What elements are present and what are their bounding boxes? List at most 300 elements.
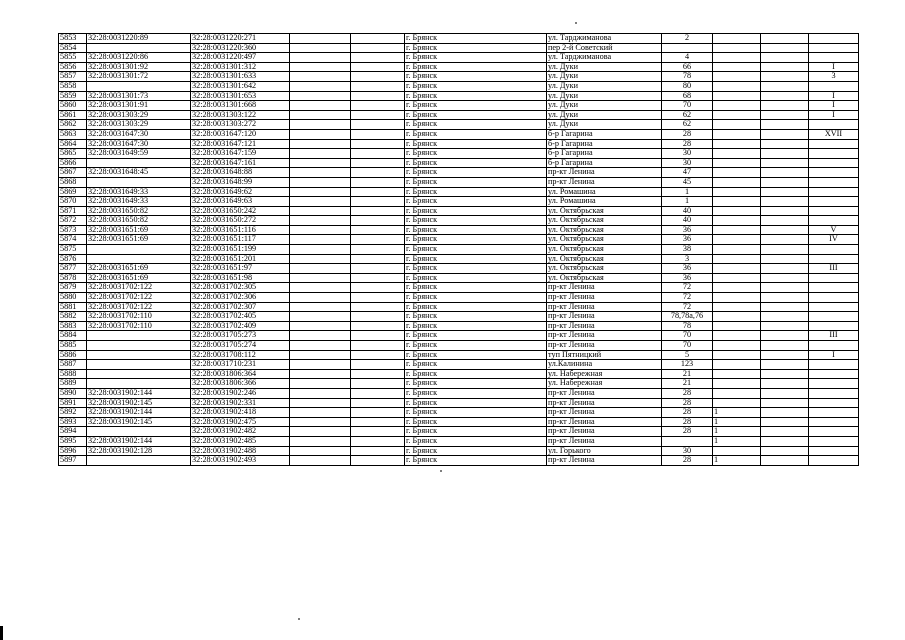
- empty-cell: [290, 53, 351, 63]
- table-row: [59, 34, 859, 44]
- empty-cell: [351, 293, 405, 303]
- empty-cell: [290, 254, 351, 264]
- city-cell: г. Брянск: [405, 408, 547, 418]
- building-cell: [713, 446, 761, 456]
- street-cell: ул. Дуки: [547, 101, 662, 111]
- house-number-cell: 28: [662, 129, 713, 139]
- cadastral-number-cell: 32:28:0031902:418: [191, 408, 290, 418]
- empty-cell: [290, 446, 351, 456]
- city-cell: г. Брянск: [405, 293, 547, 303]
- city-cell: г. Брянск: [405, 101, 547, 111]
- empty-cell: [290, 427, 351, 437]
- empty-cell: [761, 158, 809, 168]
- street-cell: ул. Ромашина: [547, 187, 662, 197]
- house-number-cell: 62: [662, 120, 713, 130]
- row-number-cell: 5894: [59, 427, 87, 437]
- row-number-cell: 5869: [59, 187, 87, 197]
- street-cell: ул. Дуки: [547, 120, 662, 130]
- empty-cell: [351, 388, 405, 398]
- empty-cell: [351, 245, 405, 255]
- empty-cell: [351, 273, 405, 283]
- table-row: [59, 235, 859, 245]
- street-cell: ул. Тарджиманова: [547, 53, 662, 63]
- table-row: [59, 417, 859, 427]
- table-row: [59, 254, 859, 264]
- empty-cell: [761, 149, 809, 159]
- city-cell: г. Брянск: [405, 417, 547, 427]
- empty-cell: [761, 72, 809, 82]
- row-number-cell: 5877: [59, 264, 87, 274]
- empty-cell: [761, 34, 809, 44]
- building-cell: [713, 245, 761, 255]
- city-cell: г. Брянск: [405, 139, 547, 149]
- room-number-cell: III: [809, 264, 859, 274]
- row-number-cell: 5862: [59, 120, 87, 130]
- room-number-cell: [809, 369, 859, 379]
- previous-cadastral-number-cell: 32:28:0031648:45: [87, 168, 191, 178]
- empty-cell: [290, 235, 351, 245]
- house-number-cell: 62: [662, 110, 713, 120]
- room-number-cell: III: [809, 331, 859, 341]
- row-number-cell: 5891: [59, 398, 87, 408]
- room-number-cell: [809, 81, 859, 91]
- cadastral-number-cell: 32:28:0031648:88: [191, 168, 290, 178]
- building-cell: [713, 110, 761, 120]
- empty-cell: [290, 312, 351, 322]
- house-number-cell: 72: [662, 302, 713, 312]
- empty-cell: [761, 53, 809, 63]
- building-cell: [713, 72, 761, 82]
- empty-cell: [761, 331, 809, 341]
- house-number-cell: 3: [662, 254, 713, 264]
- room-number-cell: [809, 149, 859, 159]
- empty-cell: [290, 456, 351, 466]
- city-cell: г. Брянск: [405, 81, 547, 91]
- row-number-cell: 5880: [59, 293, 87, 303]
- city-cell: г. Брянск: [405, 129, 547, 139]
- cadastral-number-cell: 32:28:0031220:271: [191, 34, 290, 44]
- cadastral-number-cell: 32:28:0031651:199: [191, 245, 290, 255]
- empty-cell: [761, 427, 809, 437]
- cadastral-number-cell: 32:28:0031702:307: [191, 302, 290, 312]
- empty-cell: [290, 417, 351, 427]
- building-cell: [713, 216, 761, 226]
- room-number-cell: [809, 321, 859, 331]
- house-number-cell: 78: [662, 321, 713, 331]
- house-number-cell: [662, 43, 713, 53]
- cadastral-number-cell: 32:28:0031705:273: [191, 331, 290, 341]
- cadastral-number-cell: 32:28:0031650:272: [191, 216, 290, 226]
- city-cell: г. Брянск: [405, 331, 547, 341]
- house-number-cell: 28: [662, 388, 713, 398]
- previous-cadastral-number-cell: 32:28:0031902:145: [87, 417, 191, 427]
- row-number-cell: 5857: [59, 72, 87, 82]
- room-number-cell: [809, 168, 859, 178]
- empty-cell: [761, 120, 809, 130]
- empty-cell: [290, 62, 351, 72]
- empty-cell: [290, 360, 351, 370]
- table-row: [59, 264, 859, 274]
- empty-cell: [761, 225, 809, 235]
- row-number-cell: 5863: [59, 129, 87, 139]
- street-cell: пр-кт Ленина: [547, 398, 662, 408]
- cadastral-number-cell: 32:28:0031705:274: [191, 341, 290, 351]
- empty-cell: [761, 456, 809, 466]
- room-number-cell: [809, 379, 859, 389]
- empty-cell: [761, 43, 809, 53]
- previous-cadastral-number-cell: 32:28:0031649:33: [87, 197, 191, 207]
- empty-cell: [290, 216, 351, 226]
- cadastral-number-cell: 32:28:0031708:112: [191, 350, 290, 360]
- empty-cell: [351, 158, 405, 168]
- empty-cell: [290, 302, 351, 312]
- empty-cell: [351, 398, 405, 408]
- room-number-cell: [809, 197, 859, 207]
- cadastral-number-cell: 32:28:0031301:668: [191, 101, 290, 111]
- empty-cell: [761, 216, 809, 226]
- room-number-cell: [809, 43, 859, 53]
- city-cell: г. Брянск: [405, 388, 547, 398]
- previous-cadastral-number-cell: 32:28:0031651:69: [87, 264, 191, 274]
- cadastral-number-cell: 32:28:0031301:642: [191, 81, 290, 91]
- room-number-cell: [809, 436, 859, 446]
- room-number-cell: [809, 139, 859, 149]
- row-number-cell: 5890: [59, 388, 87, 398]
- room-number-cell: [809, 446, 859, 456]
- empty-cell: [290, 139, 351, 149]
- city-cell: г. Брянск: [405, 398, 547, 408]
- empty-cell: [351, 408, 405, 418]
- empty-cell: [761, 264, 809, 274]
- empty-cell: [290, 129, 351, 139]
- previous-cadastral-number-cell: [87, 369, 191, 379]
- city-cell: г. Брянск: [405, 321, 547, 331]
- room-number-cell: IV: [809, 235, 859, 245]
- house-number-cell: 30: [662, 446, 713, 456]
- city-cell: г. Брянск: [405, 187, 547, 197]
- empty-cell: [351, 149, 405, 159]
- empty-cell: [761, 302, 809, 312]
- cadastral-number-cell: 32:28:0031220:497: [191, 53, 290, 63]
- room-number-cell: [809, 302, 859, 312]
- empty-cell: [351, 379, 405, 389]
- table-row: [59, 360, 859, 370]
- city-cell: г. Брянск: [405, 149, 547, 159]
- empty-cell: [761, 398, 809, 408]
- city-cell: г. Брянск: [405, 436, 547, 446]
- row-number-cell: 5864: [59, 139, 87, 149]
- city-cell: г. Брянск: [405, 369, 547, 379]
- property-register-table: [58, 33, 859, 466]
- building-cell: [713, 369, 761, 379]
- room-number-cell: [809, 177, 859, 187]
- row-number-cell: 5888: [59, 369, 87, 379]
- house-number-cell: 36: [662, 273, 713, 283]
- previous-cadastral-number-cell: 32:28:0031647:30: [87, 129, 191, 139]
- previous-cadastral-number-cell: [87, 456, 191, 466]
- table-row: [59, 446, 859, 456]
- row-number-cell: 5885: [59, 341, 87, 351]
- building-cell: [713, 312, 761, 322]
- house-number-cell: 1: [662, 197, 713, 207]
- previous-cadastral-number-cell: [87, 177, 191, 187]
- building-cell: [713, 187, 761, 197]
- street-cell: ул. Дуки: [547, 62, 662, 72]
- street-cell: ул. Октябрьская: [547, 254, 662, 264]
- cadastral-number-cell: 32:28:0031651:116: [191, 225, 290, 235]
- empty-cell: [351, 216, 405, 226]
- table-row: [59, 120, 859, 130]
- house-number-cell: 78: [662, 72, 713, 82]
- table-row: [59, 408, 859, 418]
- table-row: [59, 168, 859, 178]
- empty-cell: [290, 206, 351, 216]
- house-number-cell: 28: [662, 398, 713, 408]
- empty-cell: [290, 379, 351, 389]
- table-row: [59, 331, 859, 341]
- street-cell: ул. Октябрьская: [547, 225, 662, 235]
- room-number-cell: [809, 427, 859, 437]
- row-number-cell: 5896: [59, 446, 87, 456]
- cadastral-number-cell: 32:28:0031806:366: [191, 379, 290, 389]
- row-number-cell: 5867: [59, 168, 87, 178]
- row-number-cell: 5873: [59, 225, 87, 235]
- cadastral-number-cell: 32:28:0031648:99: [191, 177, 290, 187]
- cadastral-number-cell: 32:28:0031651:97: [191, 264, 290, 274]
- house-number-cell: 70: [662, 331, 713, 341]
- building-cell: [713, 197, 761, 207]
- street-cell: пр-кт Ленина: [547, 427, 662, 437]
- room-number-cell: [809, 254, 859, 264]
- street-cell: пр-кт Ленина: [547, 321, 662, 331]
- city-cell: г. Брянск: [405, 197, 547, 207]
- cadastral-number-cell: 32:28:0031301:653: [191, 91, 290, 101]
- scan-speck: [575, 22, 577, 24]
- previous-cadastral-number-cell: 32:28:0031702:110: [87, 312, 191, 322]
- empty-cell: [761, 341, 809, 351]
- row-number-cell: 5895: [59, 436, 87, 446]
- row-number-cell: 5881: [59, 302, 87, 312]
- building-cell: [713, 53, 761, 63]
- empty-cell: [290, 408, 351, 418]
- cadastral-number-cell: 32:28:0031702:305: [191, 283, 290, 293]
- empty-cell: [290, 331, 351, 341]
- previous-cadastral-number-cell: [87, 427, 191, 437]
- empty-cell: [351, 206, 405, 216]
- street-cell: пр-кт Ленина: [547, 312, 662, 322]
- street-cell: ул. Дуки: [547, 91, 662, 101]
- scan-edge-mark: [0, 626, 3, 640]
- row-number-cell: 5897: [59, 456, 87, 466]
- city-cell: г. Брянск: [405, 120, 547, 130]
- street-cell: б-р Гагарина: [547, 149, 662, 159]
- room-number-cell: [809, 206, 859, 216]
- house-number-cell: 72: [662, 283, 713, 293]
- street-cell: ул. Дуки: [547, 110, 662, 120]
- cadastral-number-cell: 32:28:0031902:246: [191, 388, 290, 398]
- house-number-cell: 47: [662, 168, 713, 178]
- previous-cadastral-number-cell: 32:28:0031702:110: [87, 321, 191, 331]
- empty-cell: [290, 177, 351, 187]
- building-cell: [713, 120, 761, 130]
- row-number-cell: 5893: [59, 417, 87, 427]
- empty-cell: [761, 139, 809, 149]
- empty-cell: [351, 72, 405, 82]
- cadastral-number-cell: 32:28:0031647:159: [191, 149, 290, 159]
- city-cell: г. Брянск: [405, 158, 547, 168]
- empty-cell: [290, 120, 351, 130]
- previous-cadastral-number-cell: 32:28:0031220:86: [87, 53, 191, 63]
- empty-cell: [351, 446, 405, 456]
- empty-cell: [351, 417, 405, 427]
- empty-cell: [761, 110, 809, 120]
- empty-cell: [351, 91, 405, 101]
- street-cell: пр-кт Ленина: [547, 341, 662, 351]
- table-row: [59, 283, 859, 293]
- house-number-cell: 1: [662, 187, 713, 197]
- street-cell: ул. Горького: [547, 446, 662, 456]
- cadastral-number-cell: 32:28:0031902:488: [191, 446, 290, 456]
- building-cell: [713, 321, 761, 331]
- empty-cell: [290, 273, 351, 283]
- empty-cell: [351, 177, 405, 187]
- room-number-cell: V: [809, 225, 859, 235]
- cadastral-number-cell: 32:28:0031710:231: [191, 360, 290, 370]
- city-cell: г. Брянск: [405, 341, 547, 351]
- empty-cell: [761, 235, 809, 245]
- row-number-cell: 5884: [59, 331, 87, 341]
- cadastral-number-cell: 32:28:0031902:482: [191, 427, 290, 437]
- empty-cell: [351, 436, 405, 446]
- building-cell: [713, 388, 761, 398]
- previous-cadastral-number-cell: [87, 350, 191, 360]
- city-cell: г. Брянск: [405, 43, 547, 53]
- street-cell: пр-кт Ленина: [547, 456, 662, 466]
- street-cell: ул. Набережная: [547, 369, 662, 379]
- house-number-cell: 40: [662, 206, 713, 216]
- empty-cell: [351, 302, 405, 312]
- table-row: [59, 302, 859, 312]
- empty-cell: [290, 341, 351, 351]
- cadastral-number-cell: 32:28:0031651:98: [191, 273, 290, 283]
- table-row: [59, 72, 859, 82]
- building-cell: 1: [713, 427, 761, 437]
- house-number-cell: 2: [662, 34, 713, 44]
- table-row: [59, 379, 859, 389]
- building-cell: [713, 177, 761, 187]
- city-cell: г. Брянск: [405, 225, 547, 235]
- room-number-cell: I: [809, 91, 859, 101]
- city-cell: г. Брянск: [405, 72, 547, 82]
- empty-cell: [290, 283, 351, 293]
- street-cell: пр-кт Ленина: [547, 293, 662, 303]
- previous-cadastral-number-cell: 32:28:0031702:122: [87, 293, 191, 303]
- row-number-cell: 5883: [59, 321, 87, 331]
- street-cell: пер 2-й Советский: [547, 43, 662, 53]
- city-cell: г. Брянск: [405, 91, 547, 101]
- empty-cell: [351, 101, 405, 111]
- street-cell: ул. Октябрьская: [547, 245, 662, 255]
- cadastral-number-cell: 32:28:0031303:272: [191, 120, 290, 130]
- building-cell: [713, 264, 761, 274]
- previous-cadastral-number-cell: 32:28:0031651:69: [87, 225, 191, 235]
- empty-cell: [351, 120, 405, 130]
- cadastral-number-cell: 32:28:0031301:633: [191, 72, 290, 82]
- room-number-cell: [809, 341, 859, 351]
- room-number-cell: [809, 273, 859, 283]
- table-row: [59, 177, 859, 187]
- cadastral-number-cell: 32:28:0031806:364: [191, 369, 290, 379]
- house-number-cell: 36: [662, 264, 713, 274]
- building-cell: [713, 101, 761, 111]
- table-row: [59, 101, 859, 111]
- empty-cell: [351, 168, 405, 178]
- room-number-cell: [809, 398, 859, 408]
- empty-cell: [761, 446, 809, 456]
- previous-cadastral-number-cell: 32:28:0031902:144: [87, 388, 191, 398]
- empty-cell: [351, 312, 405, 322]
- row-number-cell: 5886: [59, 350, 87, 360]
- street-cell: ул. Дуки: [547, 72, 662, 82]
- row-number-cell: 5879: [59, 283, 87, 293]
- table-row: [59, 225, 859, 235]
- house-number-cell: 30: [662, 149, 713, 159]
- table-row: [59, 158, 859, 168]
- city-cell: г. Брянск: [405, 360, 547, 370]
- room-number-cell: XVII: [809, 129, 859, 139]
- previous-cadastral-number-cell: [87, 254, 191, 264]
- city-cell: г. Брянск: [405, 427, 547, 437]
- empty-cell: [761, 436, 809, 446]
- cadastral-number-cell: 32:28:0031650:242: [191, 206, 290, 216]
- row-number-cell: 5859: [59, 91, 87, 101]
- city-cell: г. Брянск: [405, 446, 547, 456]
- building-cell: [713, 360, 761, 370]
- building-cell: [713, 302, 761, 312]
- empty-cell: [761, 369, 809, 379]
- empty-cell: [761, 379, 809, 389]
- cadastral-number-cell: 32:28:0031647:161: [191, 158, 290, 168]
- empty-cell: [351, 43, 405, 53]
- row-number-cell: 5854: [59, 43, 87, 53]
- room-number-cell: [809, 216, 859, 226]
- building-cell: [713, 129, 761, 139]
- empty-cell: [290, 168, 351, 178]
- room-number-cell: [809, 245, 859, 255]
- empty-cell: [761, 245, 809, 255]
- empty-cell: [761, 273, 809, 283]
- previous-cadastral-number-cell: 32:28:0031649:33: [87, 187, 191, 197]
- empty-cell: [290, 43, 351, 53]
- row-number-cell: 5889: [59, 379, 87, 389]
- empty-cell: [351, 225, 405, 235]
- house-number-cell: 123: [662, 360, 713, 370]
- previous-cadastral-number-cell: 32:28:0031702:122: [87, 283, 191, 293]
- building-cell: [713, 331, 761, 341]
- house-number-cell: 38: [662, 245, 713, 255]
- table-row: [59, 293, 859, 303]
- table-row: [59, 216, 859, 226]
- building-cell: [713, 350, 761, 360]
- house-number-cell: 70: [662, 341, 713, 351]
- house-number-cell: 28: [662, 139, 713, 149]
- city-cell: г. Брянск: [405, 206, 547, 216]
- empty-cell: [761, 408, 809, 418]
- room-number-cell: [809, 187, 859, 197]
- empty-cell: [290, 72, 351, 82]
- city-cell: г. Брянск: [405, 312, 547, 322]
- house-number-cell: 30: [662, 158, 713, 168]
